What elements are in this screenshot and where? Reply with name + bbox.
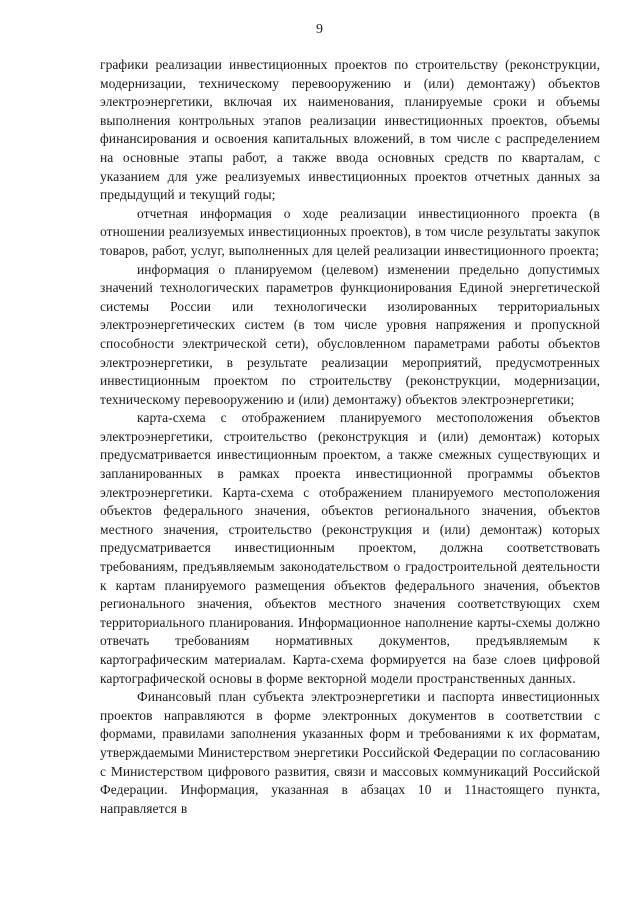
paragraph-financial-plan: Финансовый план субъекта электроэнергетики и паспорта инвестиционных проектов направляются в форме электронных документов в соответствии с формами, правилами заполнения указанных форм и требованиями к их форматам, утверждаемыми Министерством энергетики Российской Федерации по согласованию с Министерством цифрового развития, связи и массовых коммуникаций Российской Федерации. Информация, указанная в абзацах 10 и 11настоящего пункта, направляется в	[100, 689, 600, 816]
paragraph-map-scheme: карта-схема с отображением планируемого местоположения объектов электроэнергетики, строительство (реконструкция и (или) демонтаж) которых предусматривается инвестиционным проектом, а также смежных существующих и запланированных в рамках проекта инвестиционной программы объектов электроэнергетики. Карта-схема с отображением планируемого местоположения объектов федерального значения, объектов регионального значения, объектов местного значения, строительство (реконструкция и (или) демонтаж) которых предусматривается инвестиционным проектом, должна соответствовать требованиям, предъявляемым законодательством о градостроительной деятельности к картам планируемого размещения объектов федерального значения, объектов регионального значения, объектов местного значения соответствующих схем территориального планирования. Информационное наполнение карты-схемы должно отвечать требованиям нормативных документов, предъявляемым к картографическим материалам. Карта-схема формируется на базе слоев цифровой картографической основы в форме векторной модели пространственных данных.	[100, 410, 600, 686]
document-body	[100, 56, 600, 818]
paragraph-investment-schedules: графики реализации инвестиционных проектов по строительству (реконструкции, модернизации, техническому перевооружению и (или) демонтажу) объектов электроэнергетики, включая их наименования, планируемые сроки и объемы выполнения контрольных этапов реализации инвестиционных проектов, объемы финансирования и освоения капитальных вложений, в том числе с распределением на основные этапы работ, а также ввода основных средств по кварталам, с указанием для уже реализуемых инвестиционных проектов отчетных данных за предыдущий и текущий годы;	[100, 57, 600, 203]
paragraph-progress-report: отчетная информация о ходе реализации инвестиционного проекта (в отношении реализуемых инвестиционных проектов), в том числе результаты закупок товаров, работ, услуг, выполненных для целей реализации инвестиционного проекта;	[100, 205, 601, 258]
page-number: 9	[316, 22, 323, 37]
paragraph-technological-parameters: информация о планируемом (целевом) изменении предельно допустимых значений технологических параметров функционирования Единой энергетической системы России или технологически изолированных территориальных электроэнергетических систем (в том числе уровня напряжения и пропускной способности электрической сети), обусловленном параметрами работы объектов электроэнергетики, в результате реализации мероприятий, предусмотренных инвестиционным проектом по строительству (реконструкции, модернизации, техническому перевооружению и (или) демонтажу) объектов электроэнергетики;	[100, 261, 600, 407]
